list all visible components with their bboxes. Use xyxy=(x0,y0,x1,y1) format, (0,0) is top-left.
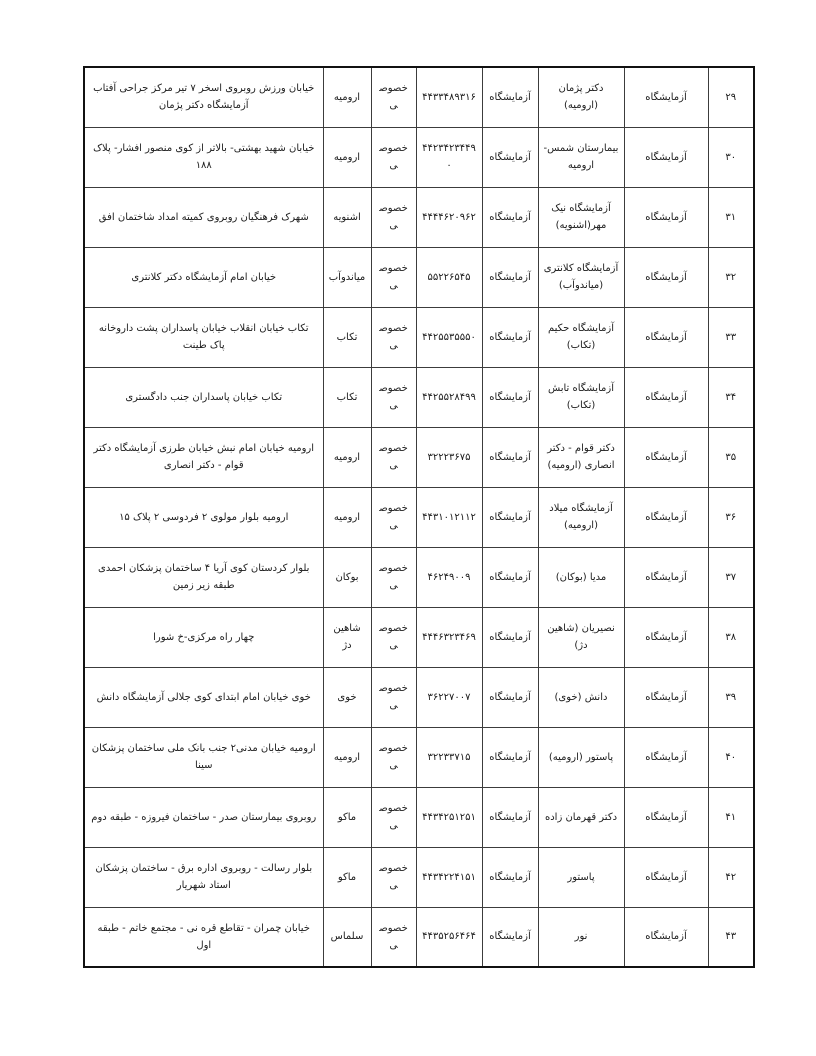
lab-name-cell: پاستور (ارومیه) xyxy=(538,727,624,787)
row-number-cell: ۳۸ xyxy=(708,607,754,667)
lab-type-cell: آزمایشگاه xyxy=(624,67,708,127)
ownership-cell: خصوصی xyxy=(371,487,416,547)
table-row xyxy=(84,907,754,967)
row-number-cell: ۴۱ xyxy=(708,787,754,847)
address-cell: ارومیه بلوار مولوی ۲ فردوسی ۲ پلاک ۱۵ xyxy=(84,487,323,547)
city-cell: ماکو xyxy=(323,847,371,907)
row-number-cell: ۲۹ xyxy=(708,67,754,127)
lab-name-cell: پاستور xyxy=(538,847,624,907)
address-cell: خیابان ورزش روبروی اسخر ۷ تیر مرکز جراحی آفتاب آزمایشگاه دکتر پژمان xyxy=(84,67,323,127)
row-number-cell: ۳۴ xyxy=(708,367,754,427)
lab-type-cell: آزمایشگاه xyxy=(624,607,708,667)
table-row xyxy=(84,67,754,127)
city-cell: شاهین دژ xyxy=(323,607,371,667)
address-cell: خوی خیابان امام ابتدای کوی جلالی آزمایشگاه دانش xyxy=(84,667,323,727)
city-cell: سلماس xyxy=(323,907,371,967)
category-cell: آزمایشگاه xyxy=(482,307,538,367)
lab-name-cell: آزمایشگاه حکیم (تکاب) xyxy=(538,307,624,367)
ownership-cell: خصوصی xyxy=(371,367,416,427)
ownership-cell: خصوصی xyxy=(371,907,416,967)
ownership-cell: خصوصی xyxy=(371,247,416,307)
address-cell: تکاب خیابان انقلاب خیابان پاسداران پشت داروخانه پاک طینت xyxy=(84,307,323,367)
phone-cell: ۵۵۲۲۶۵۴۵ xyxy=(416,247,482,307)
category-cell: آزمایشگاه xyxy=(482,607,538,667)
address-cell: ارومیه خیابان مدنی۲ جنب بانک ملی ساختمان پزشکان سینا xyxy=(84,727,323,787)
laboratories-table xyxy=(83,66,755,968)
phone-cell: ۴۶۲۴۹۰۰۹ xyxy=(416,547,482,607)
phone-cell: ۴۴۲۳۴۲۳۴۴۹۰ xyxy=(416,127,482,187)
ownership-cell: خصوصی xyxy=(371,787,416,847)
table-row xyxy=(84,127,754,187)
city-cell: اشنویه xyxy=(323,187,371,247)
address-cell: بلوار رسالت - روبروی اداره برق - ساختمان پزشکان استاد شهریار xyxy=(84,847,323,907)
table-row xyxy=(84,247,754,307)
lab-name-cell: آزمایشگاه کلانتری (میاندوآب) xyxy=(538,247,624,307)
address-cell: شهرک فرهنگیان روبروی کمیته امداد شاختمان افق xyxy=(84,187,323,247)
row-number-cell: ۴۳ xyxy=(708,907,754,967)
table-row xyxy=(84,487,754,547)
lab-name-cell: آزمایشگاه تابش (تکاب) xyxy=(538,367,624,427)
table-row xyxy=(84,607,754,667)
table-row xyxy=(84,727,754,787)
address-cell: ارومیه خیابان امام نبش خیابان طرزی آزمایشگاه دکتر قوام - دکتر انصاری xyxy=(84,427,323,487)
ownership-cell: خصوصی xyxy=(371,667,416,727)
lab-type-cell: آزمایشگاه xyxy=(624,367,708,427)
phone-cell: ۴۴۳۵۲۵۶۴۶۴ xyxy=(416,907,482,967)
phone-cell: ۴۴۴۶۳۲۳۴۶۹ xyxy=(416,607,482,667)
row-number-cell: ۳۵ xyxy=(708,427,754,487)
lab-type-cell: آزمایشگاه xyxy=(624,487,708,547)
phone-cell: ۳۲۲۳۳۷۱۵ xyxy=(416,727,482,787)
row-number-cell: ۳۳ xyxy=(708,307,754,367)
lab-name-cell: دکتر قهرمان زاده xyxy=(538,787,624,847)
city-cell: تکاب xyxy=(323,367,371,427)
lab-type-cell: آزمایشگاه xyxy=(624,907,708,967)
row-number-cell: ۳۰ xyxy=(708,127,754,187)
address-cell: خیابان چمران - تقاطع قره نی - مجتمع خاتم - طبقه اول xyxy=(84,907,323,967)
row-number-cell: ۴۲ xyxy=(708,847,754,907)
lab-name-cell: نور xyxy=(538,907,624,967)
category-cell: آزمایشگاه xyxy=(482,427,538,487)
ownership-cell: خصوصی xyxy=(371,427,416,487)
city-cell: ماکو xyxy=(323,787,371,847)
lab-name-cell: آزمایشگاه نیک مهر(اشنویه) xyxy=(538,187,624,247)
ownership-cell: خصوصی xyxy=(371,847,416,907)
category-cell: آزمایشگاه xyxy=(482,487,538,547)
lab-type-cell: آزمایشگاه xyxy=(624,187,708,247)
table-row xyxy=(84,787,754,847)
row-number-cell: ۴۰ xyxy=(708,727,754,787)
ownership-cell: خصوصی xyxy=(371,607,416,667)
lab-type-cell: آزمایشگاه xyxy=(624,427,708,487)
row-number-cell: ۳۹ xyxy=(708,667,754,727)
row-number-cell: ۳۲ xyxy=(708,247,754,307)
ownership-cell: خصوصی xyxy=(371,547,416,607)
phone-cell: ۴۴۲۵۵۳۵۵۵۰ xyxy=(416,307,482,367)
city-cell: خوی xyxy=(323,667,371,727)
table-row xyxy=(84,307,754,367)
category-cell: آزمایشگاه xyxy=(482,67,538,127)
lab-name-cell: دانش (خوی) xyxy=(538,667,624,727)
category-cell: آزمایشگاه xyxy=(482,847,538,907)
row-number-cell: ۳۶ xyxy=(708,487,754,547)
city-cell: ارومیه xyxy=(323,127,371,187)
lab-type-cell: آزمایشگاه xyxy=(624,547,708,607)
table-row xyxy=(84,667,754,727)
phone-cell: ۴۴۳۴۲۲۴۱۵۱ xyxy=(416,847,482,907)
city-cell: ارومیه xyxy=(323,427,371,487)
phone-cell: ۴۴۳۱۰۱۲۱۱۲ xyxy=(416,487,482,547)
address-cell: خیابان امام آزمایشگاه دکتر کلانتری xyxy=(84,247,323,307)
lab-type-cell: آزمایشگاه xyxy=(624,727,708,787)
lab-type-cell: آزمایشگاه xyxy=(624,787,708,847)
lab-name-cell: بیمارستان شمس- ارومیه xyxy=(538,127,624,187)
ownership-cell: خصوصی xyxy=(371,307,416,367)
table-row xyxy=(84,427,754,487)
category-cell: آزمایشگاه xyxy=(482,367,538,427)
phone-cell: ۳۶۲۲۷۰۰۷ xyxy=(416,667,482,727)
address-cell: بلوار کردستان کوی آریا ۴ ساختمان پزشکان احمدی طبقه زیر زمین xyxy=(84,547,323,607)
phone-cell: ۴۴۳۴۲۵۱۲۵۱ xyxy=(416,787,482,847)
lab-name-cell: دکتر قوام - دکتر انصاری (ارومیه) xyxy=(538,427,624,487)
address-cell: روبروی بیمارستان صدر - ساختمان فیروزه - طبقه دوم xyxy=(84,787,323,847)
phone-cell: ۴۴۳۳۴۸۹۳۱۶ xyxy=(416,67,482,127)
address-cell: چهار راه مرکزی-خ شورا xyxy=(84,607,323,667)
laboratories-table-body xyxy=(84,67,754,967)
phone-cell: ۴۴۴۴۶۲۰۹۶۲ xyxy=(416,187,482,247)
table-row xyxy=(84,367,754,427)
lab-name-cell: مدیا (بوکان) xyxy=(538,547,624,607)
category-cell: آزمایشگاه xyxy=(482,547,538,607)
table-row xyxy=(84,547,754,607)
lab-type-cell: آزمایشگاه xyxy=(624,127,708,187)
address-cell: تکاب خیابان پاسداران جنب دادگستری xyxy=(84,367,323,427)
lab-type-cell: آزمایشگاه xyxy=(624,847,708,907)
city-cell: بوکان xyxy=(323,547,371,607)
category-cell: آزمایشگاه xyxy=(482,247,538,307)
phone-cell: ۴۴۲۵۵۲۸۴۹۹ xyxy=(416,367,482,427)
phone-cell: ۳۲۲۲۳۶۷۵ xyxy=(416,427,482,487)
lab-type-cell: آزمایشگاه xyxy=(624,247,708,307)
city-cell: ارومیه xyxy=(323,487,371,547)
category-cell: آزمایشگاه xyxy=(482,727,538,787)
ownership-cell: خصوصی xyxy=(371,67,416,127)
category-cell: آزمایشگاه xyxy=(482,667,538,727)
lab-name-cell: دکتر پژمان (ارومیه) xyxy=(538,67,624,127)
lab-type-cell: آزمایشگاه xyxy=(624,307,708,367)
category-cell: آزمایشگاه xyxy=(482,187,538,247)
table-row xyxy=(84,847,754,907)
address-cell: خیابان شهید بهشتی- بالاتر از کوی منصور افشار- پلاک ۱۸۸ xyxy=(84,127,323,187)
table-row xyxy=(84,187,754,247)
lab-type-cell: آزمایشگاه xyxy=(624,667,708,727)
city-cell: ارومیه xyxy=(323,727,371,787)
ownership-cell: خصوصی xyxy=(371,187,416,247)
ownership-cell: خصوصی xyxy=(371,727,416,787)
lab-name-cell: نصیریان (شاهین دژ) xyxy=(538,607,624,667)
lab-name-cell: آزمایشگاه میلاد (ارومیه) xyxy=(538,487,624,547)
row-number-cell: ۳۷ xyxy=(708,547,754,607)
city-cell: میاندوآب xyxy=(323,247,371,307)
category-cell: آزمایشگاه xyxy=(482,127,538,187)
city-cell: ارومیه xyxy=(323,67,371,127)
category-cell: آزمایشگاه xyxy=(482,907,538,967)
category-cell: آزمایشگاه xyxy=(482,787,538,847)
row-number-cell: ۳۱ xyxy=(708,187,754,247)
ownership-cell: خصوصی xyxy=(371,127,416,187)
city-cell: تکاب xyxy=(323,307,371,367)
